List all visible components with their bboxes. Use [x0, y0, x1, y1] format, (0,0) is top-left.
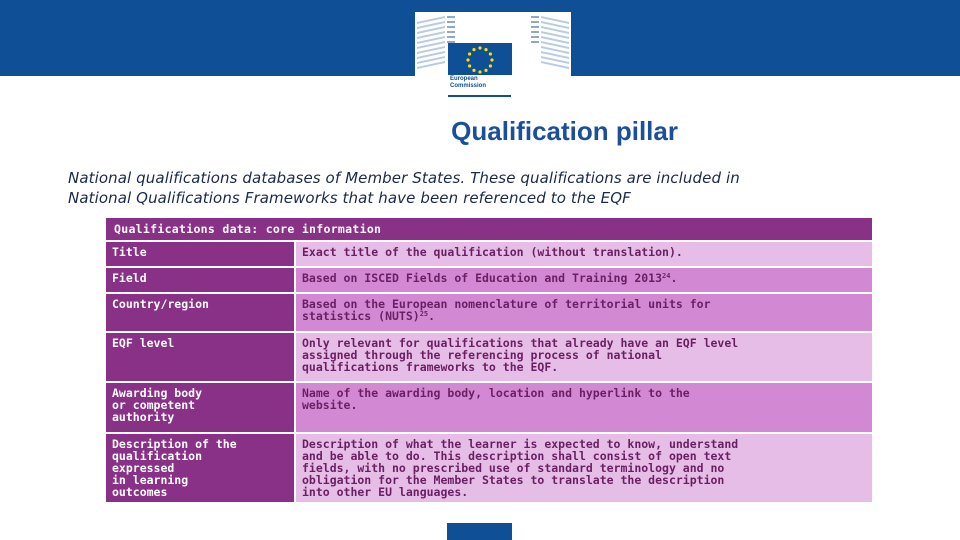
logo-underline	[448, 95, 511, 97]
row-value-line: Based on the European nomenclature of territorial units for	[302, 297, 711, 311]
row-label-line: Description of the	[112, 437, 237, 451]
row-value	[296, 294, 872, 331]
row-value	[296, 268, 872, 292]
row-label-line: in learning	[112, 473, 189, 487]
row-value	[296, 333, 872, 381]
row-value-line: Only relevant for qualifications that already have an EQF level	[302, 336, 739, 350]
row-value	[296, 383, 872, 432]
row-value-line: into other EU languages.	[302, 485, 469, 499]
row-label-line: Field	[112, 271, 147, 285]
row-label-line: Country/region	[112, 297, 209, 311]
row-value-tail: .	[428, 309, 436, 323]
table-row-awarding-body	[106, 381, 872, 432]
row-value-text: statistics (NUTS)	[302, 309, 420, 323]
row-label	[106, 294, 296, 331]
row-value-line: and be able to do. This description shall consist of open text	[302, 449, 732, 463]
european-commission-logo	[415, 12, 571, 98]
qualifications-table	[106, 218, 872, 502]
row-label-line: qualification	[112, 449, 203, 463]
row-label-line: Title	[112, 245, 147, 259]
footnote-ref: 25	[419, 310, 429, 318]
row-value-line	[302, 272, 866, 284]
row-label-line: expressed	[112, 461, 175, 475]
row-label-line: EQF level	[112, 336, 175, 350]
row-value-line: website.	[302, 398, 358, 412]
row-value-line: assigned through the referencing process of national	[302, 348, 663, 362]
logo-wordmark	[450, 76, 486, 90]
row-label-line: authority	[112, 410, 175, 424]
row-value	[296, 434, 872, 502]
row-label-line: or competent	[112, 398, 196, 412]
row-value-line: Description of what the learner is expected to know, understand	[302, 437, 739, 451]
commission-building-icon	[415, 12, 571, 98]
table-row-description	[106, 432, 872, 502]
table-row-field	[106, 266, 872, 292]
row-label	[106, 268, 296, 292]
subtitle	[68, 168, 888, 208]
row-value-line: Name of the awarding body, location and hyperlink to the	[302, 386, 690, 400]
row-label-line: outcomes	[112, 485, 168, 499]
row-value-line: obligation for the Member States to translate the description	[302, 473, 725, 487]
subtitle-line-1: National qualifications databases of Member States. These qualifications are included in	[68, 169, 740, 187]
row-value-line	[302, 310, 866, 322]
row-label	[106, 242, 296, 266]
row-value-line: qualifications frameworks to the EQF.	[302, 360, 559, 374]
subtitle-line-2: National Qualifications Frameworks that have been referenced to the EQF	[68, 189, 631, 207]
logo-line-1: European	[450, 76, 478, 82]
footnote-ref: 24	[662, 272, 671, 280]
page-title: Qualification pillar	[451, 116, 678, 146]
table-header: Qualifications data: core information	[106, 218, 872, 240]
row-value-line: fields, with no prescribed use of standard terminology and no	[302, 461, 725, 475]
row-label	[106, 383, 296, 432]
row-label	[106, 333, 296, 381]
row-value-line: Exact title of the qualification (without translation).	[302, 245, 683, 259]
row-value-tail: .	[670, 271, 678, 285]
table-row-title	[106, 240, 872, 266]
row-label-line: Awarding body	[112, 386, 203, 400]
table-row-country-region	[106, 292, 872, 331]
row-label	[106, 434, 296, 502]
table-row-eqf-level	[106, 331, 872, 381]
row-value	[296, 242, 872, 266]
footer-tab	[447, 523, 512, 540]
row-value-text: Based on ISCED Fields of Education and Training 2013	[302, 271, 663, 285]
logo-line-2: Commission	[450, 83, 487, 89]
